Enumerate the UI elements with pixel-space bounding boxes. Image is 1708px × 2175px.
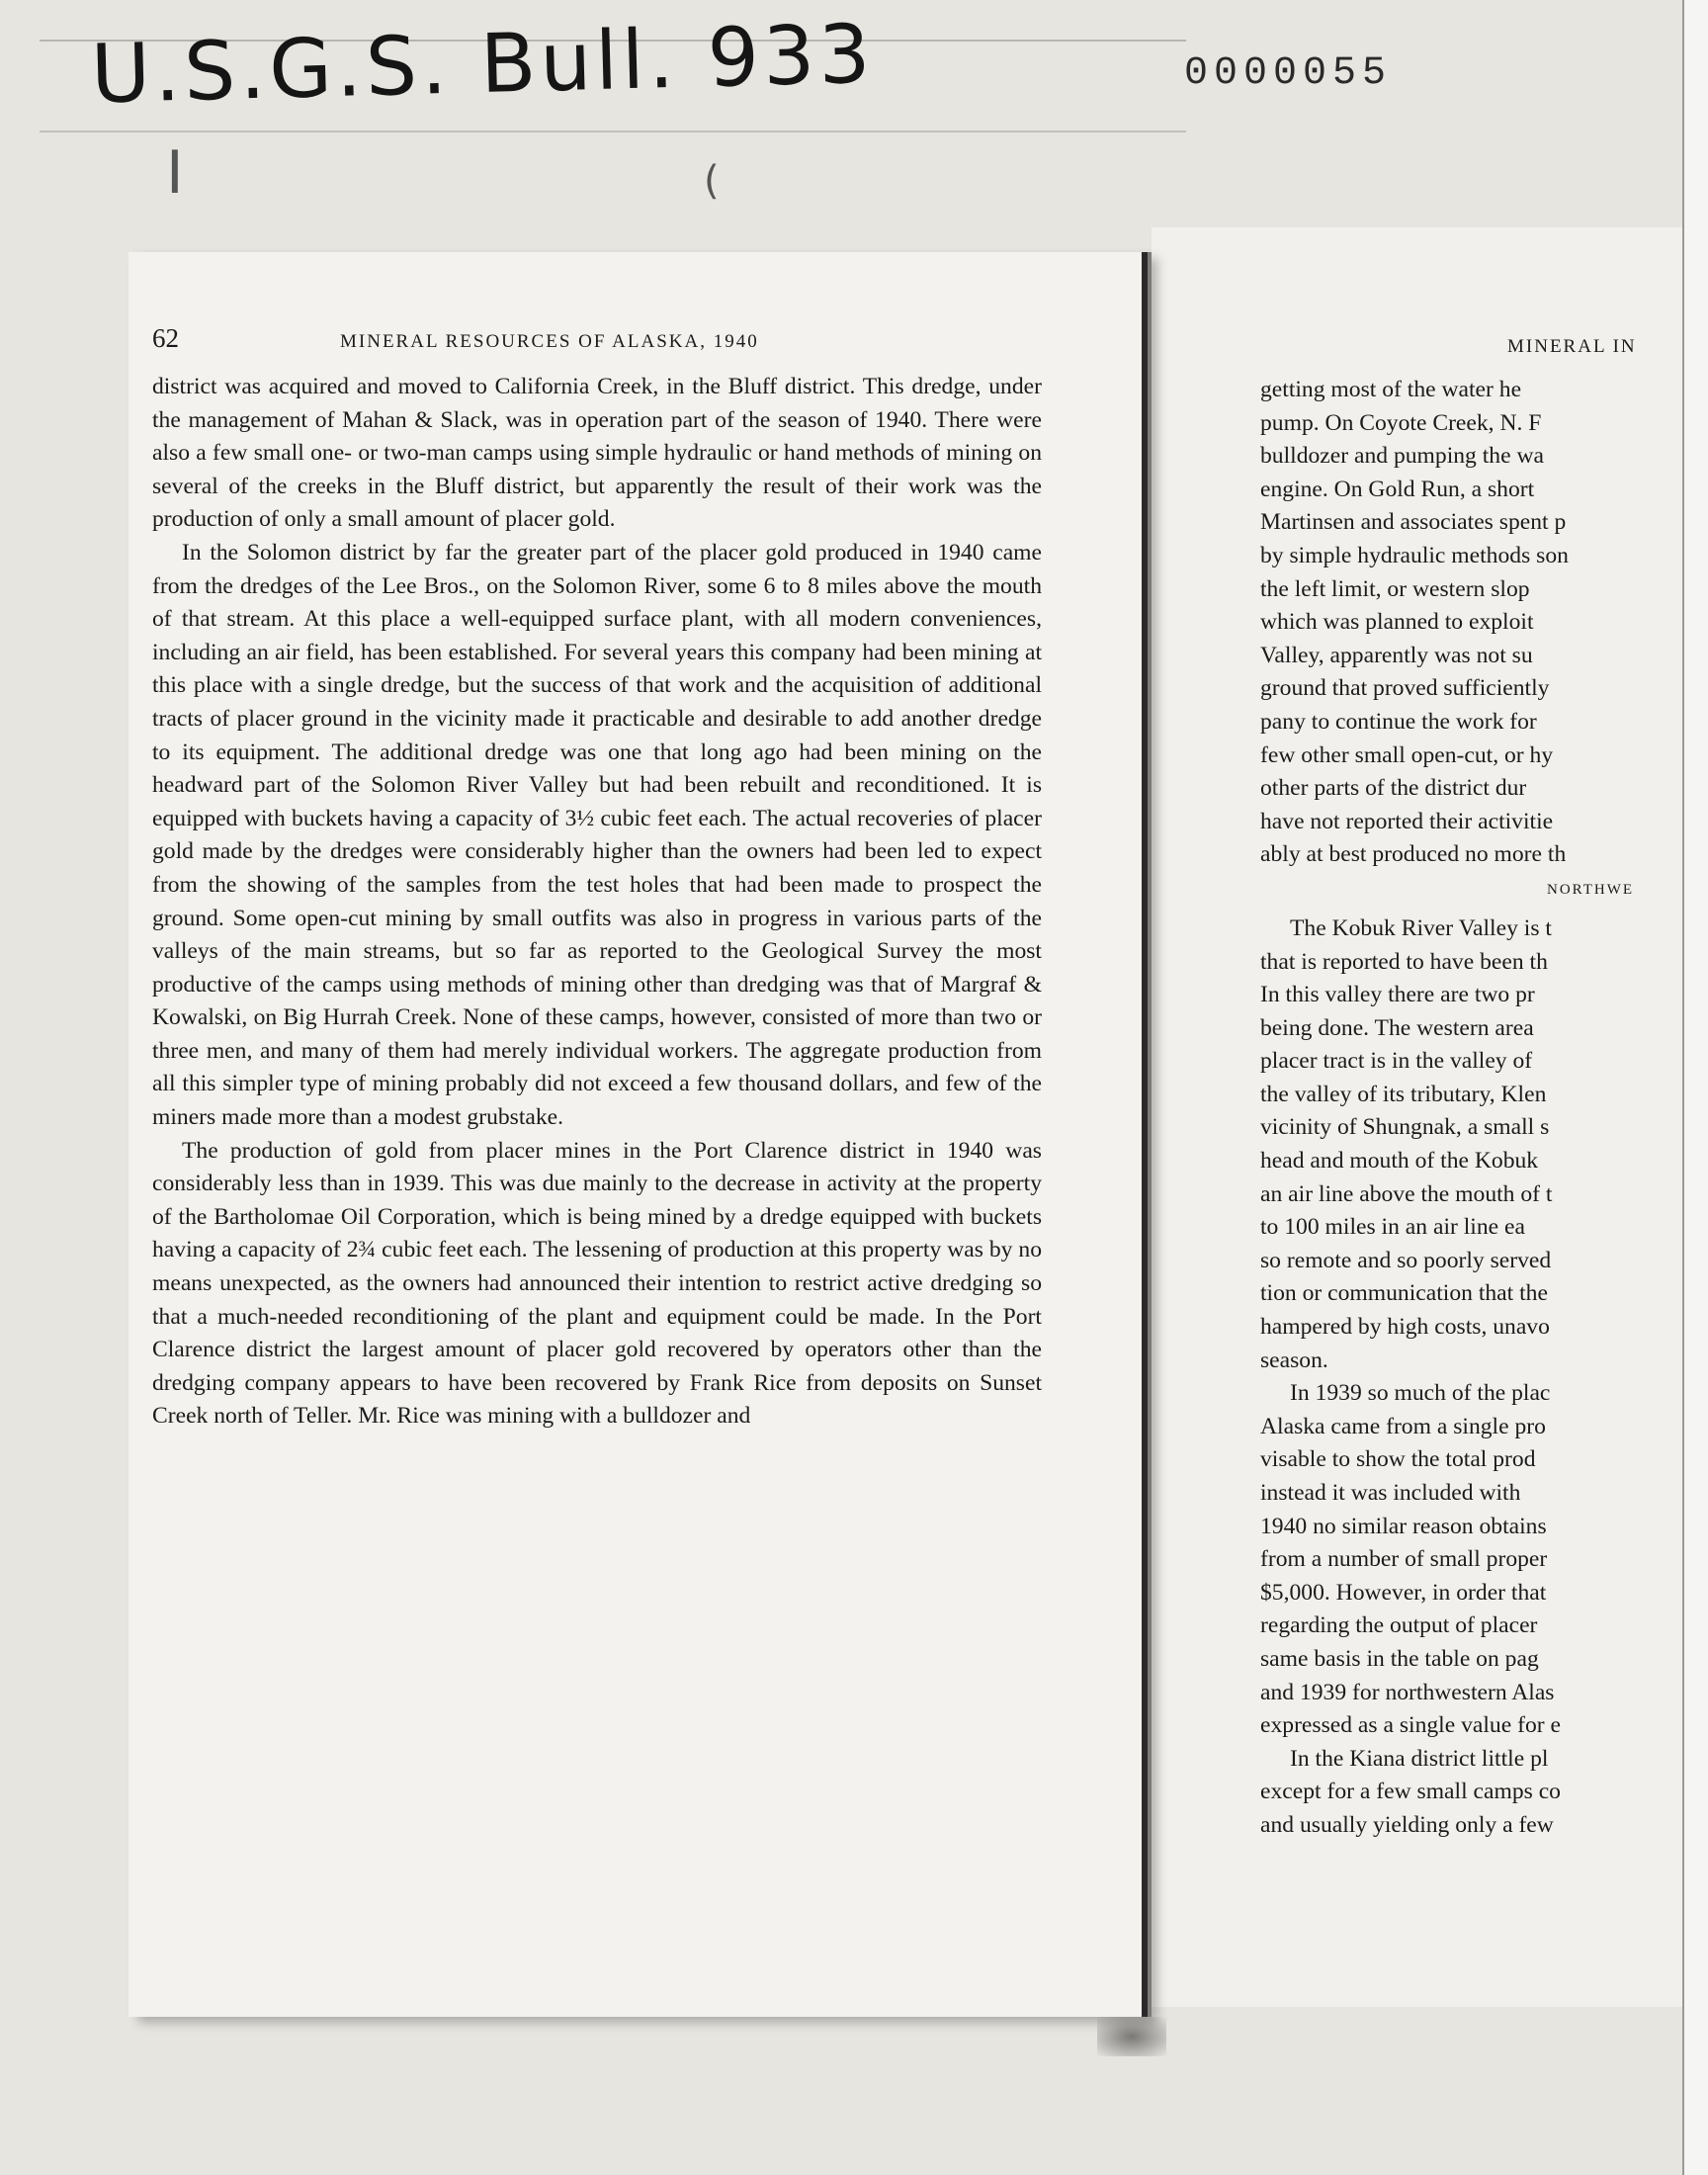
text-line: visable to show the total prod — [1260, 1446, 1536, 1473]
text-line: which was planned to exploit — [1260, 609, 1534, 636]
text-line: tion or communication that the — [1260, 1280, 1548, 1307]
text-line: an air line above the mouth of t — [1260, 1180, 1553, 1207]
text-line: Alaska came from a single pro — [1260, 1413, 1546, 1439]
text-line: other parts of the district dur — [1260, 775, 1527, 802]
text-line: except for a few small camps co — [1260, 1779, 1561, 1805]
right-section-head: NORTHWE — [1547, 881, 1635, 898]
text-line: and 1939 for northwestern Alas — [1260, 1679, 1555, 1705]
right-block-4 — [1260, 1743, 1708, 1843]
text-line: to 100 miles in an air line ea — [1260, 1214, 1525, 1241]
text-line: hampered by high costs, unavo — [1260, 1314, 1550, 1341]
paragraph: district was acquired and moved to California Creek, in the Bluff district. This dredge, under the management of Mahan & Slack, was in operation part of the season of 1940. There were also a few small one- or two-man camps using simple hydraulic or hand methods of mining on several of the creeks in the Bluff district, but apparently the result of their work was the production of only a small amount of placer gold. — [152, 374, 1042, 533]
text-line: by simple hydraulic methods son — [1260, 542, 1569, 568]
right-block-2 — [1260, 913, 1708, 1377]
right-block-1 — [1260, 374, 1708, 872]
text-line: so remote and so poorly served — [1260, 1247, 1552, 1273]
text-line: head and mouth of the Kobuk — [1260, 1148, 1539, 1174]
text-line: few other small open-cut, or hy — [1260, 741, 1554, 768]
text-line: Martinsen and associates spent p — [1260, 509, 1567, 536]
text-line: vicinity of Shungnak, a small s — [1260, 1114, 1550, 1141]
text-line: 1940 no similar reason obtains — [1260, 1513, 1547, 1539]
text-line: engine. On Gold Run, a short — [1260, 476, 1535, 502]
running-head: MINERAL RESOURCES OF ALASKA, 1940 — [340, 331, 759, 352]
page-number: 62 — [152, 323, 179, 353]
text-line: In this valley there are two pr — [1260, 982, 1535, 1008]
right-block-3 — [1260, 1377, 1708, 1743]
text-line: ground that proved sufficiently — [1260, 675, 1550, 702]
right-page — [1152, 227, 1708, 2007]
page-header — [152, 323, 1042, 363]
text-line: same basis in the table on pag — [1260, 1645, 1539, 1672]
text-line: getting most of the water he — [1260, 377, 1522, 402]
text-line: Valley, apparently was not su — [1260, 642, 1533, 668]
text-line: season. — [1260, 1347, 1328, 1373]
text-line: the left limit, or western slop — [1260, 575, 1530, 602]
right-running-head: MINERAL IN — [1507, 336, 1637, 357]
handwritten-title: U.S.G.S. Bull. 933 — [89, 7, 876, 123]
text-line: bulldozer and pumping the wa — [1260, 443, 1544, 470]
text-line: that is reported to have been th — [1260, 948, 1548, 975]
text-line: In the Kiana district little pl — [1290, 1745, 1549, 1772]
document-number: 0000055 — [1184, 51, 1393, 96]
left-page — [128, 252, 1148, 2017]
text-line: being done. The western area — [1260, 1014, 1534, 1041]
text-line: In 1939 so much of the plac — [1290, 1380, 1551, 1407]
text-line: from a number of small proper — [1260, 1546, 1548, 1573]
paragraph: In the Solomon district by far the greater part of the placer gold produced in 1940 came from the dredges of the Lee Bros., on the Solomon River, some 6 to 8 miles above the mouth of that stream. At this place a well-equipped surface plant, with all modern conveniences, including an air field, has been established. For several years this company had been mining at this place with a single dredge, but the success of that work and the acquisition of additional tracts of placer ground in the vicinity made it practicable and desirable to add another dredge to its equipment. The additional dredge was one that long ago had been mining on the headward part of the Solomon River Valley but had been rebuilt and reconditioned. It is equipped with buckets having a capacity of 3½ cubic feet each. The actual recoveries of placer gold made by the dredges were considerably higher than the owners had been led to expect from the showing of the samples from the test holes that had been made to prospect the ground. Some open-cut mining by small outfits was also in progress in various parts of the valleys of the main streams, but so far as reported to the Geological Survey the most productive of the camps using methods of mining other than dredging was that of Margraf & Kowalski, on Big Hurrah Creek. None of these camps, however, consisted of more than two or three men, and many of them had merely individual workers. The aggregate production from all this simpler type of mining probably did not exceed a few thousand dollars, and few of the miners made more than a modest grubstake. — [152, 539, 1042, 1131]
text-line: The Kobuk River Valley is t — [1290, 914, 1552, 941]
text-line: expressed as a single value for e — [1260, 1712, 1561, 1739]
text-line: $5,000. However, in order that — [1260, 1579, 1547, 1606]
binding-shadow — [1097, 2017, 1166, 2056]
text-line: instead it was included with — [1260, 1480, 1521, 1506]
scanner-edge — [1682, 0, 1708, 2175]
right-page-text — [1260, 336, 1708, 1843]
pencil-mark-center: ( — [704, 158, 720, 204]
text-line: and usually yielding only a few — [1260, 1811, 1554, 1838]
left-page-text — [152, 323, 1042, 1434]
text-line: pany to continue the work for — [1260, 708, 1537, 735]
text-line: have not reported their activitie — [1260, 808, 1554, 834]
text-line: ably at best produced no more th — [1260, 841, 1567, 868]
text-line: placer tract is in the valley of — [1260, 1048, 1533, 1075]
paragraph: The production of gold from placer mines in the Port Clarence district in 1940 was considerably less than in 1939. This was due mainly to the decrease in activity at the property of the Bartholomae Oil Corporation, which is being mined by a dredge equipped with buckets having a capacity of 2¾ cubic feet each. The lessening of production at this property was by no means unexpected, as the owners had announced their intention to restrict active dredging so that a much-needed reconditioning of the plant and equipment could be made. In the Port Clarence district the largest amount of placer gold recovered by operators other than the dredging company appears to have been recovered by Frank Rice from deposits on Sunset Creek north of Teller. Mr. Rice was mining with a bulldozer and — [152, 1137, 1042, 1430]
text-line: regarding the output of placer — [1260, 1612, 1538, 1639]
pencil-mark-left: I — [166, 138, 184, 208]
text-line: the valley of its tributary, Klen — [1260, 1081, 1547, 1107]
text-line: pump. On Coyote Creek, N. F — [1260, 409, 1542, 436]
